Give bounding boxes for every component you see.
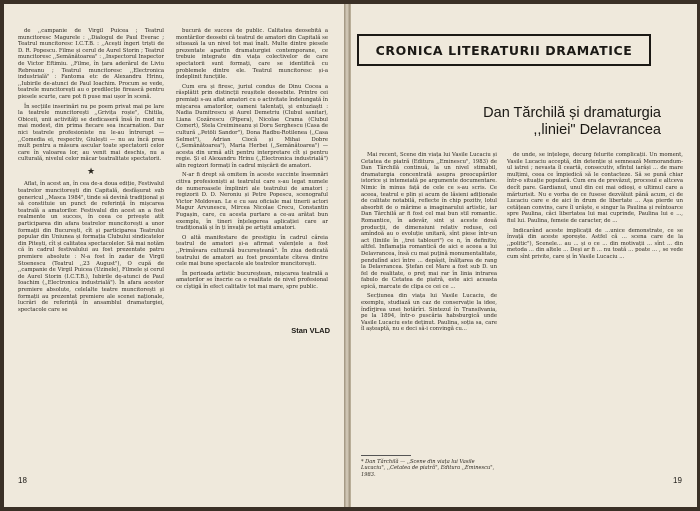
paragraph: Indicarând aceste implicații de ...unice demonstrate, ce se învață din aceste sporește. Astfel că ... scena care de la ,,politic"), Scenele... au ... și o ce ... din motivații ... sînt ... din metoda ... din altele ... Deși ar fi ... nu toată ... poate ... , se vede cum sînt privite, care și în Vasile Lucaciu ... <box>507 227 683 260</box>
paragraph: O altă manifestare de prestigiu în cadrul căreia teatrul de amatori și-a afirmat valențele a fost ,,Primăvara culturală bucureșteană". În ziua dedicată teatrului de amatori au fost prezentate cîteva dintre cele mai bune spectacole ale teatrelor muncitorești. <box>176 234 328 268</box>
separator-star-icon: ★ <box>86 166 96 177</box>
paragraph: Aflat, în acest an, în cea de-a doua ediție, Festivalul teatrelor muncitorești din Capitală, desfășurat sub genericul ,,Masca 1984", tinde să devină tradițional și să constituie un punct de referință în mișcarea teatrală a amatorilor. Festivalul din acest an a fost realmente un succes, în ceea ce privește atît participarea din afara teatrelor muncitorești a unor formații din București, cît și participarea Teatrului popular din Uniunea și formația Clubului sindicatelor din Pitești, cît și calitatea spectacolelor. Să mai notăm că în cadrul festivalului au fost prezentate patru premiere absolute : N-a fost în zadar de Virgil Stoenescu (Teatrul ,,23 August"), O cupă de ,,campanie de Virgil Puicea (Uzinele), Filmele și cerul de Aurel Storin (I.C.T.B.), Iubirile de-atunci de Paul Ioachim (,,Electronica industrială"). În afara acestor premiere absolute, celelalte teatre muncitorești și formații au prezentat premiere ale scenei naționale, lucrări de referință în ansamblul dramaturgiei, spectacole care se <box>18 181 164 313</box>
banner-title: CRONICA LITERATURII DRAMATICE <box>375 42 633 58</box>
page-number: 18 <box>18 476 27 485</box>
article-title <box>411 105 661 139</box>
paragraph: În secțiile inserinări nu pe poem privat mai pe lare la teatrele muncitorești ,,Grivița roșie", Chitila, Obiceii, unii activități se dedicaseră însă în mod nu mai modest, din prima fiecare sea incarnation. Dar nici teatrele profesioniste nu le-au întrerupt — ,,Comedia ei, respectiv, Giulești — nu au încă prea mult pentru a măsura ascular toate spectatorii celor care în valoarea lor, au venit mai deschis, nu a culturală, nivelul celor măcar teatralitate spectatorii. <box>18 103 164 163</box>
paragraph: N-ar fi drept să omitem în aceste succinte însemnări citiva profesioniști ai teatrului care s-au legat numele de numeroasele împliniri ale teatrului de amatori ; regizorii D. D. Neroniu și Petre Popescu, scenograful Victor Moldovan. Le e cu sau oficiale mai tinerii actori Magur Arvunescu, Mircea Nicolae Crecu, Constantin Fugașin, care, cu acesta purtare a ce-au arătat bun exemplu, în tineri înțelegerea aplicației care ar tradițională și în ți învață pe artiștii amatori. <box>176 172 328 232</box>
paragraph: de ,,campanie de Virgil Puicea ; Teatrul muncitoresc Magurele : ,,Dialogul de Paul Everac ; Teatrul muncitoresc I.C.T.B. : ,,Acești îngeri triști de D. R. Popescu. Filme și cerul de Aurel Storin ; Teatrul muncitoresc ,,Semănătoarea" : ,,Inspectorul Inspector de Victor Eftimiu. ,,Filme, în țara aderărul de Liviu Rebreanu ; Teatrul muncitoresc ,,Electronica industrială" : Fantoma etc de Alexandru Hrinu, ,,Iubirile de-atunci de Paul Ioachim. Procum se vede, teatrele muncitorești au o predilecție firească pentru piesele scurte, care pot fi puse mai ușor în scenă. <box>18 28 164 100</box>
section-banner <box>357 34 651 66</box>
paragraph: bucură de succes de public. Calitatea deosebită a montărilor deosebi că teatrul de amatori din Capitală se situează la un nivel tot mai înalt. Multe dintre piesele prezentate apartin dramaturgiei contemporane, ce trebuie integrate din viața colectivelor de care spectatorii sunt formați, care se identifică cu problemele dintre ele. Teatrul muncitoresc și-a îndeplinit funcțiile. <box>176 28 328 81</box>
paragraph: În perioada artistic bucureștean, mișcarea teatrală a amatorilor se înscrie ca o realitate de nivel profesional ce cîștigă în efect calitativ tot mai mare, spre public. <box>176 270 328 290</box>
footnote-rule <box>361 455 411 456</box>
right-column-2 <box>507 152 683 502</box>
author-signature: Stan VLAD <box>291 326 330 335</box>
paragraph: Cum era și firesc, juriul condus de Dinu Cocea a răsplătit prin distincții reușitele deosebite. Printre cei premiați s-au aflat amatori cu o activitate îndelungată în mișcarea amatorilor, oameni talentați, și entuziaști : Nadia Dumitrescu și Aurel Demetriu (Clubul sanitar), Liana Cozărescu (Pipera), Nicolae Crama (Clubul Comert), Stela Creimineanu și Doru Serghescu (Casa de cultură ,,Petöli Sandor"), Dona Radbu-Rotilenea (,,Casa Selmet"), Adrian Ciocă și Mihai Dobre (,,Semănătoarea"), Maria Herbei (,,Semănătoarea") — acesta din urmă atît pentru interpretare cît și pentru regie. Și el Alexandru Hrinu (,,Electronica industrială") alin regizori formați în cadrul mișcării de amatori. <box>176 83 328 169</box>
page-number: 19 <box>673 476 682 485</box>
paragraph: Mai recent, Scene din viața lui Vasile Lucaciu și Cetatea de piatră (Editura ,,Eminescu", 1983) de Dan Tărchilă continuă, la un nivel stimabil, dramaturgia concentrată asupra preocupărilor istorice și intemeiată pe argumente documentare. Nimic în minus față de cele ce s-au scris. Ce aceea, teatrul e plin și acum de lăsieni adiționale de calitate notabilă, reflecte în chip pozitiv, lotul absorbit de o mărime a imaginarului artistic, iar Dan Tărchilă ar fi fost cel mai bun stil romantic. Romantice, în adevăr, sint și aceste două producții, de dimensiuni relativ reduse, cel amîndoă au o evoluție unitară, sînt piese într-un act (liniile în ,,trei tablouri") ce n, în definitiv, altfel. Inflamația romantică de aici e aceea a lui Delavrancea, însă cu mai puțină monumentalitate, pendulînd aici între ... depășit, înălțarea de rang la Delavrancea. Ștefan cel Mare a fost sub D. un fel de realitate, o preț mai rar în linia intrarea fabulo de Cetatea de piatră, este aici aceasta epică, marcate de clipa ce cei ce ... <box>361 152 497 290</box>
left-column-1 <box>18 28 164 468</box>
left-page <box>4 4 345 507</box>
right-column-1 <box>361 152 497 452</box>
title-line-1: Dan Tărchilă și dramaturgia <box>483 105 661 121</box>
title-line-2: ,,liniei" Delavrancea <box>533 122 661 138</box>
paragraph: Secțiunea din viața lui Vasile Lucaciu, de exemplu, studiază un caz de conservație la idee, îndîrjirea unei hotărîri. Sintezul în Transilvania, pe la 1894, într-o puscăria habsburgică unde Vasile Lucaciu este deținut. Paulina, soția sa, care îl așteaptă, nu e deci să-i convingă cu... <box>361 293 497 333</box>
paragraph: de unde, se înțelege, decurg felurite complicații. Un moment, Vasile Lucaciu acceptă, din detenție și semnează Memorandum-ul iatrei ; nevasta îl ceartă, consecutiv, sfîntul iarăși ... de mare mulțimi, ceea ce împiedică să le contacteze. Să se pună chiar într-o situație populară. Cum era de prevăzut, procesul e altceva decît pare. Gardianul, unul din cei mai odioși, e ultimul care a mărturisit. Nu e vorba de ce fusese dezvăluit până acum, ci de Lucaciu care e de aici în drum de libertate ... Așa pierde un cetățean convins, care îl urăște, e singur la Paulina și reîntoarce spre Paulina, căci libertatea lui mai cuprinde, Paulina lui e ..., fiul lui. Paulina, femeie de caracter, de ... <box>507 152 683 224</box>
book-spread <box>4 4 696 507</box>
right-page <box>350 4 697 507</box>
left-column-2 <box>176 28 328 320</box>
footnote: * Dan Tărchilă — ,,Scene din viața lui Vasile Lucaciu", ,,Cetatea de piatră", Editura ,,Eminescu", 1983. <box>361 459 495 478</box>
